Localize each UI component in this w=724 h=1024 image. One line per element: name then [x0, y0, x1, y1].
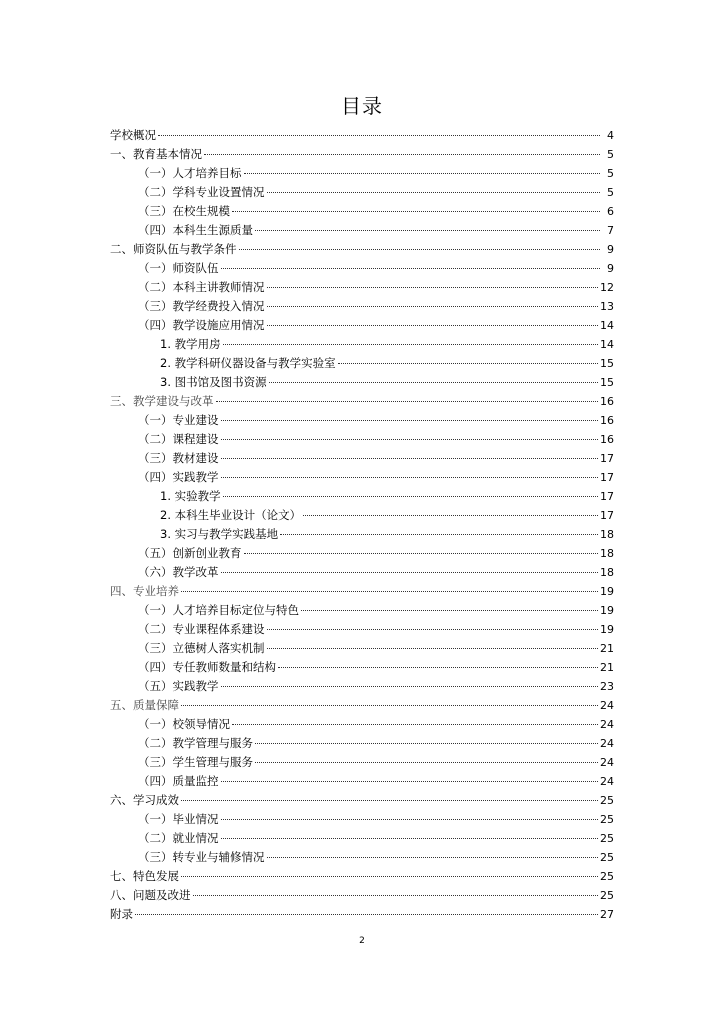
- toc-entry[interactable]: [110, 886, 614, 905]
- toc-entry-title: 四、专业培养: [110, 584, 179, 598]
- toc-entry[interactable]: [110, 354, 614, 373]
- toc-entry-page: 15: [600, 357, 614, 370]
- toc-entry-title: 1. 教学用房: [160, 337, 221, 351]
- toc-entry[interactable]: [110, 316, 614, 335]
- toc-entry-title: （二）学科专业设置情况: [138, 185, 265, 199]
- dot-leader: [221, 477, 599, 478]
- toc-entry-title: （二）专业课程体系建设: [138, 622, 265, 636]
- toc-entry-title: （四）专任教师数量和结构: [138, 660, 276, 674]
- toc-entry-title: （一）专业建设: [138, 413, 219, 427]
- dot-leader: [267, 857, 599, 858]
- toc-entry-title: （六）教学改革: [138, 565, 219, 579]
- toc-entry[interactable]: [110, 696, 614, 715]
- dot-leader: [221, 781, 599, 782]
- toc-entry-title: 3. 图书馆及图书资源: [160, 375, 267, 389]
- toc-entry-page: 7: [607, 224, 614, 237]
- dot-leader: [303, 515, 598, 516]
- dot-leader: [221, 439, 599, 440]
- dot-leader: [181, 800, 598, 801]
- toc-entry-title: 三、教学建设与改革: [110, 394, 214, 408]
- dot-leader: [181, 705, 598, 706]
- dot-leader: [269, 382, 598, 383]
- toc-entry-title: （三）在校生规模: [138, 204, 230, 218]
- toc-entry[interactable]: [110, 183, 614, 202]
- page-title: 目录: [341, 94, 383, 118]
- dot-leader: [193, 895, 599, 896]
- toc-entry[interactable]: [110, 468, 614, 487]
- toc-entry-title: 七、特色发展: [110, 869, 179, 883]
- dot-leader: [221, 819, 599, 820]
- dot-leader: [267, 629, 599, 630]
- toc-entry[interactable]: [110, 487, 614, 506]
- dot-leader: [204, 154, 600, 155]
- dot-leader: [221, 458, 599, 459]
- toc-entry-title: （二）本科主讲教师情况: [138, 280, 265, 294]
- toc-entry[interactable]: [110, 791, 614, 810]
- toc-entry-title: （三）立德树人落实机制: [138, 641, 265, 655]
- dot-leader: [221, 420, 599, 421]
- toc-entry-title: 1. 实验教学: [160, 489, 221, 503]
- dot-leader: [221, 572, 599, 573]
- dot-leader: [278, 667, 598, 668]
- toc-entry-page: 25: [600, 813, 614, 826]
- toc-entry-title: （三）教学经费投入情况: [138, 299, 265, 313]
- dot-leader: [267, 192, 601, 193]
- toc-entry-title: （五）实践教学: [138, 679, 219, 693]
- toc-entry-title: （一）人才培养目标: [138, 166, 242, 180]
- toc-entry[interactable]: [110, 734, 614, 753]
- toc-entry-page: 17: [600, 509, 614, 522]
- toc-entry[interactable]: [110, 677, 614, 696]
- toc-entry[interactable]: [110, 430, 614, 449]
- toc-entry-page: 23: [600, 680, 614, 693]
- toc-entry-title: 3. 实习与教学实践基地: [160, 527, 279, 541]
- toc-entry-title: 一、教育基本情况: [110, 147, 202, 161]
- toc-entry-title: （三）转专业与辅修情况: [138, 850, 265, 864]
- toc-entry-title: 学校概况: [110, 128, 156, 142]
- toc-entry[interactable]: [110, 506, 614, 525]
- toc-entry-page: 17: [600, 490, 614, 503]
- dot-leader: [232, 724, 598, 725]
- dot-leader: [267, 325, 599, 326]
- toc-entry[interactable]: [110, 202, 614, 221]
- toc-entry-title: （一）师资队伍: [138, 261, 219, 275]
- dot-leader: [280, 534, 598, 535]
- toc-entry-page: 14: [600, 319, 614, 332]
- toc-entry-page: 5: [607, 167, 614, 180]
- toc-entry-title: 2. 本科生毕业设计（论文）: [160, 508, 302, 522]
- toc-entry-page: 19: [600, 585, 614, 598]
- toc-entry-page: 16: [600, 433, 614, 446]
- toc-entry[interactable]: [110, 544, 614, 563]
- toc-entry[interactable]: [110, 278, 614, 297]
- toc-entry[interactable]: [110, 753, 614, 772]
- toc-entry[interactable]: [110, 240, 614, 259]
- toc-entry-page: 4: [607, 129, 614, 142]
- toc-entry-title: （一）毕业情况: [138, 812, 219, 826]
- toc-entry[interactable]: [110, 905, 614, 924]
- toc-entry-page: 27: [600, 908, 614, 921]
- toc-entry-page: 5: [607, 148, 614, 161]
- toc-entry-page: 14: [600, 338, 614, 351]
- dot-leader: [255, 743, 598, 744]
- toc-entry-title: 六、学习成效: [110, 793, 179, 807]
- toc-entry-title: （三）教材建设: [138, 451, 219, 465]
- toc-entry-title: 附录: [110, 907, 133, 921]
- toc-entry-page: 24: [600, 756, 614, 769]
- toc-entry[interactable]: [110, 259, 614, 278]
- dot-leader: [221, 268, 601, 269]
- toc-entry-page: 16: [600, 414, 614, 427]
- toc-entry-page: 16: [600, 395, 614, 408]
- dot-leader: [244, 553, 599, 554]
- dot-leader: [223, 344, 598, 345]
- toc-entry[interactable]: [110, 848, 614, 867]
- toc-entry-title: 2. 教学科研仪器设备与教学实验室: [160, 356, 336, 370]
- toc-entry-page: 21: [600, 661, 614, 674]
- toc-entry[interactable]: [110, 639, 614, 658]
- toc-entry-page: 6: [607, 205, 614, 218]
- toc-entry-title: 二、师资队伍与教学条件: [110, 242, 237, 256]
- toc-entry-title: （三）学生管理与服务: [138, 755, 253, 769]
- toc-entry[interactable]: [110, 126, 614, 145]
- toc-entry-page: 25: [600, 794, 614, 807]
- toc-entry[interactable]: [110, 449, 614, 468]
- toc-entry[interactable]: [110, 525, 614, 544]
- toc-entry-page: 19: [600, 623, 614, 636]
- toc-entry[interactable]: [110, 164, 614, 183]
- toc-entry-title: （四）质量监控: [138, 774, 219, 788]
- toc-entry-page: 18: [600, 566, 614, 579]
- dot-leader: [267, 306, 599, 307]
- toc-entry[interactable]: [110, 297, 614, 316]
- toc-entry[interactable]: [110, 772, 614, 791]
- toc-entry[interactable]: [110, 810, 614, 829]
- toc-entry-title: 五、质量保障: [110, 698, 179, 712]
- toc-entry-title: （二）教学管理与服务: [138, 736, 253, 750]
- toc-entry-page: 21: [600, 642, 614, 655]
- toc-entry[interactable]: [110, 715, 614, 734]
- dot-leader: [255, 762, 598, 763]
- toc-entry-page: 19: [600, 604, 614, 617]
- toc-entry-page: 9: [607, 262, 614, 275]
- dot-leader: [267, 287, 599, 288]
- toc-entry-page: 9: [607, 243, 614, 256]
- toc-entry[interactable]: [110, 867, 614, 886]
- dot-leader: [223, 496, 598, 497]
- toc-entry[interactable]: [110, 829, 614, 848]
- toc-entry[interactable]: [110, 620, 614, 639]
- toc-entry[interactable]: [110, 392, 614, 411]
- dot-leader: [158, 135, 600, 136]
- dot-leader: [221, 838, 599, 839]
- page-number: 2: [359, 936, 365, 946]
- toc-entry[interactable]: [110, 335, 614, 354]
- toc-entry[interactable]: [110, 221, 614, 240]
- dot-leader: [216, 401, 599, 402]
- dot-leader: [181, 591, 598, 592]
- toc-entry-page: 17: [600, 452, 614, 465]
- dot-leader: [244, 173, 601, 174]
- dot-leader: [338, 363, 598, 364]
- toc-entry-page: 24: [600, 775, 614, 788]
- toc-entry-page: 13: [600, 300, 614, 313]
- toc-entry-page: 25: [600, 870, 614, 883]
- dot-leader: [135, 914, 598, 915]
- toc-entry-title: （五）创新创业教育: [138, 546, 242, 560]
- toc-entry-page: 15: [600, 376, 614, 389]
- toc-entry-page: 5: [607, 186, 614, 199]
- toc-entry[interactable]: [110, 658, 614, 677]
- toc-entry-title: （四）本科生生源质量: [138, 223, 253, 237]
- toc-entry-page: 12: [600, 281, 614, 294]
- toc-entry-title: （二）课程建设: [138, 432, 219, 446]
- toc-entry-title: （一）校领导情况: [138, 717, 230, 731]
- toc-entry[interactable]: [110, 563, 614, 582]
- toc-entry-title: （一）人才培养目标定位与特色: [138, 603, 299, 617]
- toc-entry-title: （二）就业情况: [138, 831, 219, 845]
- dot-leader: [239, 249, 601, 250]
- dot-leader: [221, 686, 599, 687]
- toc-entry[interactable]: [110, 373, 614, 392]
- table-of-contents: [110, 126, 614, 924]
- dot-leader: [267, 648, 599, 649]
- toc-entry-page: 18: [600, 528, 614, 541]
- toc-entry-page: 24: [600, 699, 614, 712]
- toc-entry-page: 18: [600, 547, 614, 560]
- toc-entry-page: 25: [600, 832, 614, 845]
- toc-entry-page: 17: [600, 471, 614, 484]
- dot-leader: [301, 610, 598, 611]
- toc-entry-page: 25: [600, 889, 614, 902]
- toc-entry[interactable]: [110, 145, 614, 164]
- toc-entry[interactable]: [110, 411, 614, 430]
- toc-entry-page: 24: [600, 718, 614, 731]
- toc-entry-page: 24: [600, 737, 614, 750]
- dot-leader: [232, 211, 600, 212]
- toc-entry-title: （四）实践教学: [138, 470, 219, 484]
- dot-leader: [255, 230, 600, 231]
- dot-leader: [181, 876, 598, 877]
- toc-entry[interactable]: [110, 582, 614, 601]
- toc-entry-page: 25: [600, 851, 614, 864]
- toc-entry-title: 八、问题及改进: [110, 888, 191, 902]
- toc-entry-title: （四）教学设施应用情况: [138, 318, 265, 332]
- toc-entry[interactable]: [110, 601, 614, 620]
